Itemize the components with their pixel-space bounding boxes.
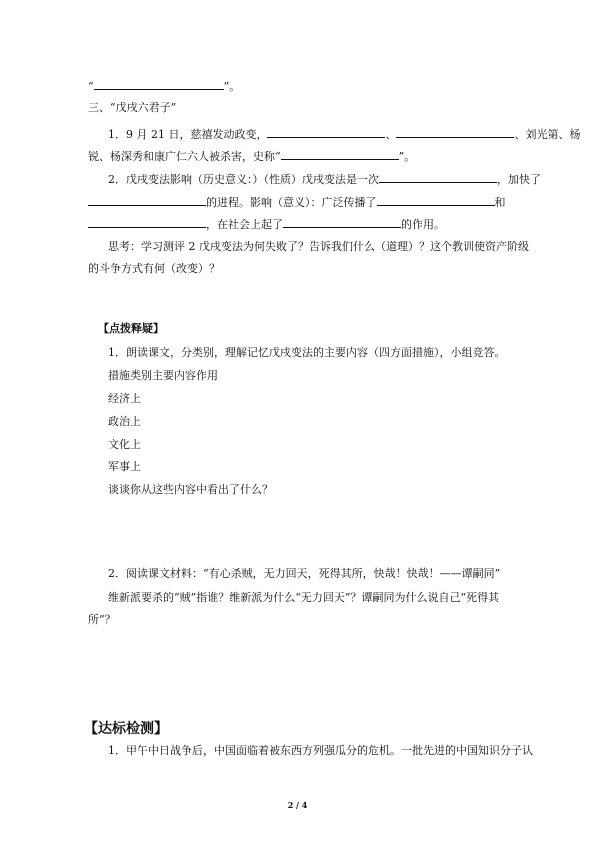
fill-blank[interactable] [396,126,514,138]
item-2-text: 2．戊戌变法影响（历史意义：）（性质）戊戌变法是一次 [108,173,379,186]
section-heading-six-gentlemen: 三、“戊戌六君子” [88,101,177,114]
item-2-text: ，在社会上起了 [206,218,283,231]
item-1-line-2 [88,148,415,164]
item-1-text-tail: 、刘光第、杨 [514,128,581,141]
item-2-text-tail: ，加快了 [497,173,541,186]
thinking-question-line-2: 的斗争方式有何（改变）？ [88,262,220,275]
question-2-line-3: 所”？ [88,613,116,626]
measures-row-economy: 经济上 [108,392,141,405]
item-2-line-3 [88,216,445,232]
question-1: 1．朗读课文，分类别，理解记忆戊戌变法的主要内容（四方面措施），小组竞答。 [108,346,506,359]
question-2: 2．阅读课文材料：“有心杀贼，无力回天，死得其所，快哉！快哉！——谭嗣同” [108,567,501,580]
item-1-text: 1．9 月 21 日，慈禧发动政变， [108,128,268,141]
fill-blank[interactable] [283,216,401,228]
item-1-text: 锐、杨深秀和康广仁六人被杀害，史称“ [88,150,281,163]
item-2-line-2 [88,194,506,210]
measures-row-politics: 政治上 [108,415,141,428]
open-quote: “ [88,80,94,93]
fill-blank[interactable] [379,171,497,183]
item-1-line-1 [108,126,580,142]
item-2-text: 的进程。影响（意义）：广泛传播了 [206,196,377,209]
measures-row-culture: 文化上 [108,438,141,451]
fill-blank[interactable] [94,78,224,90]
fill-blank[interactable] [88,216,206,228]
close-quote: ”。 [398,150,416,163]
thinking-question-line-1: 思考：学习测评 2 戊戌变法为何失败了？告诉我们什么（道理）？这个教训使资产阶级 [108,240,529,253]
question-2-line-2: 维新派要杀的“贼”指谁？维新派为什么“无力回天”？谭嗣同为什么说自己“死得其 [108,591,500,604]
measures-table-header: 措施类别主要内容作用 [108,369,218,382]
line-blank-quote [88,78,240,94]
measures-row-military: 军事上 [108,460,141,473]
item-2-text-tail: 和 [494,196,506,209]
test-question-1: 1．甲午中日战争后，中国面临着被东西方列强瓜分的危机。一批先进的中国知识分子认 [108,744,533,757]
section-heading-explain: 【点拨释疑】 [98,322,164,335]
page-number: 2 / 4 [287,800,308,810]
item-2-text-tail: 的作用。 [401,218,445,231]
fill-blank[interactable] [281,148,399,160]
fill-blank[interactable] [267,126,385,138]
question-1-followup: 谈谈你从这些内容中看出了什么？ [108,483,273,496]
fill-blank[interactable] [377,194,495,206]
close-quote: ”。 [223,80,241,93]
fill-blank[interactable] [88,194,206,206]
item-2-line-1 [108,171,541,187]
separator: 、 [385,128,397,141]
section-heading-assessment: 【达标检测】 [84,721,168,737]
